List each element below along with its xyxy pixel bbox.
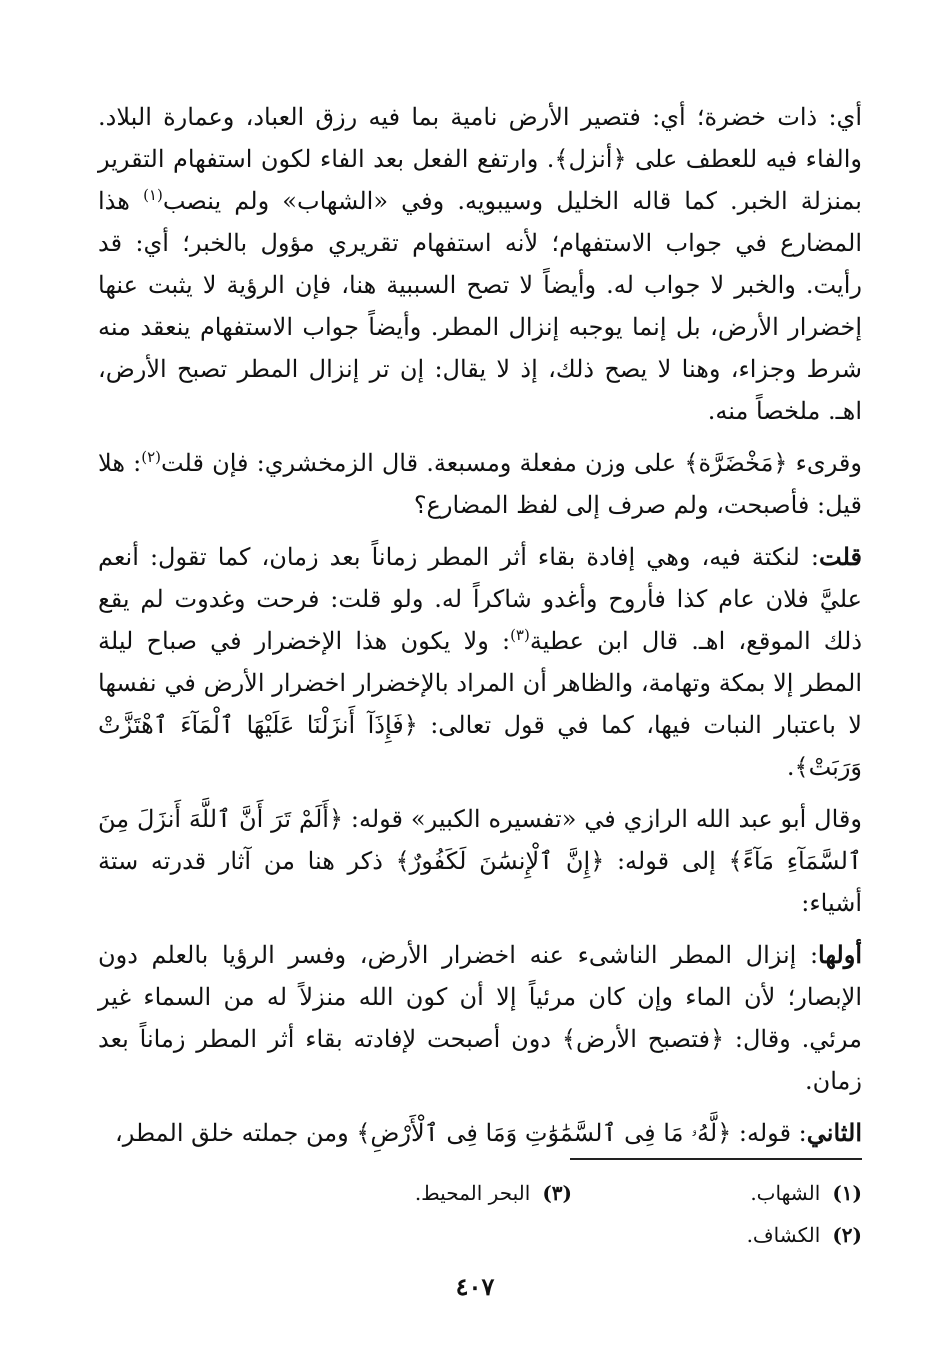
footnote-separator: [570, 1158, 862, 1160]
paragraph-text: : ولا يكون هذا الإخضرار في صباح ليلة المطر إلا بمكة وتهامة، والظاهر أن المراد بالإخضرار اخضرار الأرض في نفسها لا باعتبار النبات فيها، كما في قول تعالى: ﴿فَإِذَآ أَنزَلْنَا عَلَيْهَا ٱلْمَآءَ ٱهْتَزَّتْ وَرَبَتْ﴾.: [98, 627, 863, 781]
footnote-number: (٢): [832, 1223, 862, 1247]
footnote-row: [102, 1172, 862, 1214]
footnote-row: [102, 1214, 862, 1256]
footnote-text: الكشاف.: [746, 1223, 821, 1247]
paragraph-2: [98, 442, 862, 526]
paragraph-text: أي: ذات خضرة؛ أي: فتصير الأرض نامية بما فيه رزق العباد، وعمارة البلاد. والفاء فيه للعطف على ﴿أنزل﴾. وارتفع الفعل بعد الفاء لكون استفهام التقرير بمنزلة الخبر. كما قاله الخليل وسيبويه. وفي «الشهاب» ولم ينصب: [98, 103, 862, 215]
paragraph-4: [98, 798, 862, 924]
footnote-ref-3: (٣): [510, 626, 530, 644]
footnote-ref-2: (٢): [141, 448, 161, 466]
footnote-number: (١): [832, 1181, 862, 1205]
paragraph-text: : لنكتة فيه، وهي إفادة بقاء أثر المطر زماناً بعد زمان، كما تقول: أنعم عليَّ فلان عام كذا فأروح وأغدو شاكراً له. ولو قلت: فرحت وغدوت لم يقع ذلك الموقع، اهـ. قال ابن عطية: [98, 543, 862, 655]
footnote-1: [572, 1172, 862, 1214]
page-number: ٤٠٧: [455, 1272, 495, 1301]
paragraph-text: : قوله: ﴿لَّهُۥ مَا فِى ٱلسَّمَٰوَٰتِ وَمَا فِى ٱلْأَرْضِ﴾ ومن جملته خلق المطر،: [115, 1119, 807, 1147]
paragraph-5: [98, 934, 862, 1102]
footnote-text: البحر المحيط.: [414, 1181, 531, 1205]
paragraph-6: [98, 1112, 862, 1154]
footnote-text: الشهاب.: [750, 1181, 821, 1205]
lead-word: أولها: [818, 940, 862, 969]
paragraph-text: وقال أبو عبد الله الرازي في «تفسيره الكبير» قوله: ﴿أَلَمْ تَرَ أَنَّ ٱللَّهَ أَنزَلَ مِنَ ٱلسَّمَآءِ مَآءً﴾ إلى قوله: ﴿إِنَّ ٱلْإِنسَٰنَ لَكَفُورٌ﴾ ذكر هنا من آثار قدرته ستة أشياء:: [98, 805, 862, 917]
paragraph-text: : هلا قيل: فأصبحت، ولم صرف إلى لفظ المضارع؟: [98, 449, 862, 519]
footnote-3: [282, 1172, 572, 1214]
paragraph-text: : إنزال المطر الناشىء عنه اخضرار الأرض، وفسر الرؤيا بالعلم دون الإبصار؛ لأن الماء وإن كان مرئياً إلا أن كون الله منزلاً له من السماء غير مرئي. وقال: ﴿فتصبح الأرض﴾ دون أصبحت لإفادته بقاء أثر المطر زماناً بعد زمان.: [98, 941, 862, 1095]
paragraph-text: هذا المضارع في جواب الاستفهام؛ لأنه استفهام تقريري مؤول بالخبر؛ أي: قد رأيت. والخبر لا جواب له. وأيضاً لا تصح السببية هنا، فإن الرؤية لا يثبت عنها إخضرار الأرض، بل إنما يوجبه إنزال المطر. وأيضاً جواب الاستفهام ينعقد منه شرط وجزاء، وهنا لا يصح ذلك، إذ لا يقال: إن تر إنزال المطر تصبح الأرض، اهـ. ملخصاً منه.: [98, 187, 862, 425]
paragraph-3: [98, 536, 862, 788]
footnote-ref-1: (١): [143, 186, 163, 204]
lead-word: الثاني: [806, 1118, 862, 1147]
paragraph-text: وقرىء ﴿مَخْضَرَّة﴾ على وزن مفعلة ومسبعة. قال الزمخشري: فإن قلت: [160, 449, 862, 477]
footnote-2: [572, 1214, 862, 1256]
paragraph-1: [98, 96, 862, 432]
main-text: [98, 96, 862, 1154]
footnote-number: (٣): [542, 1181, 572, 1205]
lead-word: قلت: [819, 542, 862, 571]
footnotes: [102, 1172, 862, 1256]
